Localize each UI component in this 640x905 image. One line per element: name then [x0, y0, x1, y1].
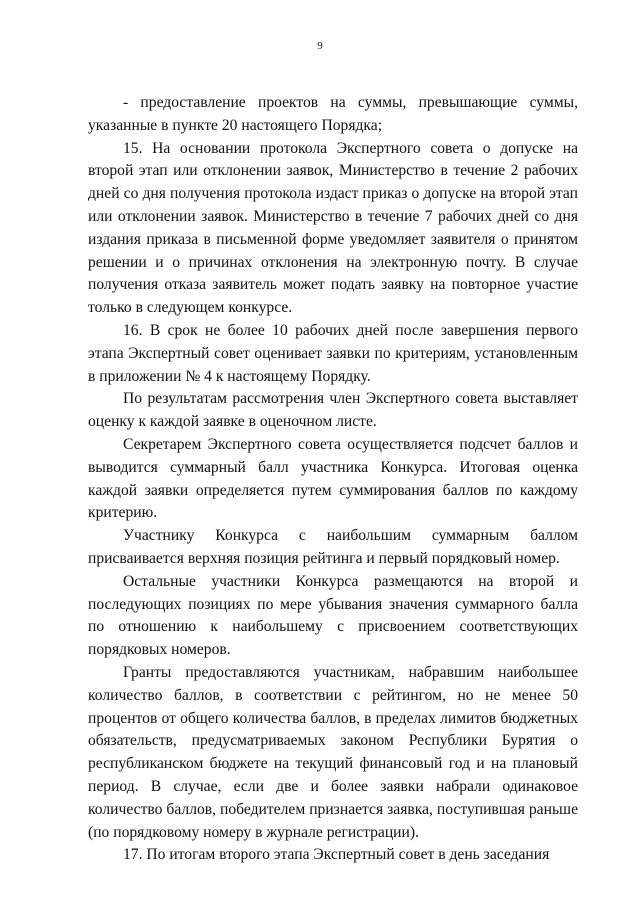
paragraph-score-calculation: Секретарем Экспертного совета осуществляется подсчет баллов и выводится суммарный балл участника Конкурса. Итоговая оценка каждой заявки определяется путем суммирования баллов по каждому критерию. [88, 435, 578, 522]
paragraph-bullet-excess-sums: - предоставление проектов на суммы, превышающие суммы, указанные в пункте 20 настоящего Порядка; [88, 94, 578, 134]
paragraph-other-participants: Остальные участники Конкурса размещаются на второй и последующих позициях по мере убывания значения суммарного балла по отношению к наибольшему с присвоением соответствующих порядковых номеров. [88, 572, 578, 659]
paragraph-16: 16. В срок не более 10 рабочих дней после завершения первого этапа Экспертный совет оценивает заявки по критериям, установленным в приложении № 4 к настоящему Порядку. [88, 321, 578, 385]
paragraph-grants: Гранты предоставляются участникам, набравшим наибольшее количество баллов, в соответствии с рейтингом, но не менее 50 процентов от общего количества баллов, в пределах лимитов бюджетных обязательств, предусматриваемых законом Республики Бурятия о республиканском бюджете на текущий финансовый год и на плановый период. В случае, если две и более заявки набрали одинаковое количество баллов, победителем признается заявка, поступившая раньше (по порядковому номеру в журнале регистрации). [88, 663, 578, 841]
page-number: 9 [317, 40, 323, 52]
paragraph-15: 15. На основании протокола Экспертного совета о допуске на второй этап или отклонении заявок, Министерство в течение 2 рабочих дней со дня получения протокола издаст приказ о допуске на второй этап или отклонении заявок. Министерство в течение 7 рабочих дней со дня издания приказа в письменной форме уведомляет заявителя о принятом решении и о причинах отклонения на электронную почту. В случае получения отказа заявитель может подать заявку на повторное участие только в следующем конкурсе. [88, 139, 578, 317]
paragraph-evaluation-sheet: По результатам рассмотрения член Экспертного совета выставляет оценку к каждой заявке в оценочном листе. [88, 390, 578, 431]
paragraph-top-rating: Участнику Конкурса с наибольшим суммарным баллом присваивается верхняя позиция рейтинга и первый порядковый номер. [88, 527, 578, 567]
paragraph-17: 17. По итогам второго этапа Экспертный совет в день заседания [123, 846, 550, 864]
document-body [88, 92, 578, 867]
